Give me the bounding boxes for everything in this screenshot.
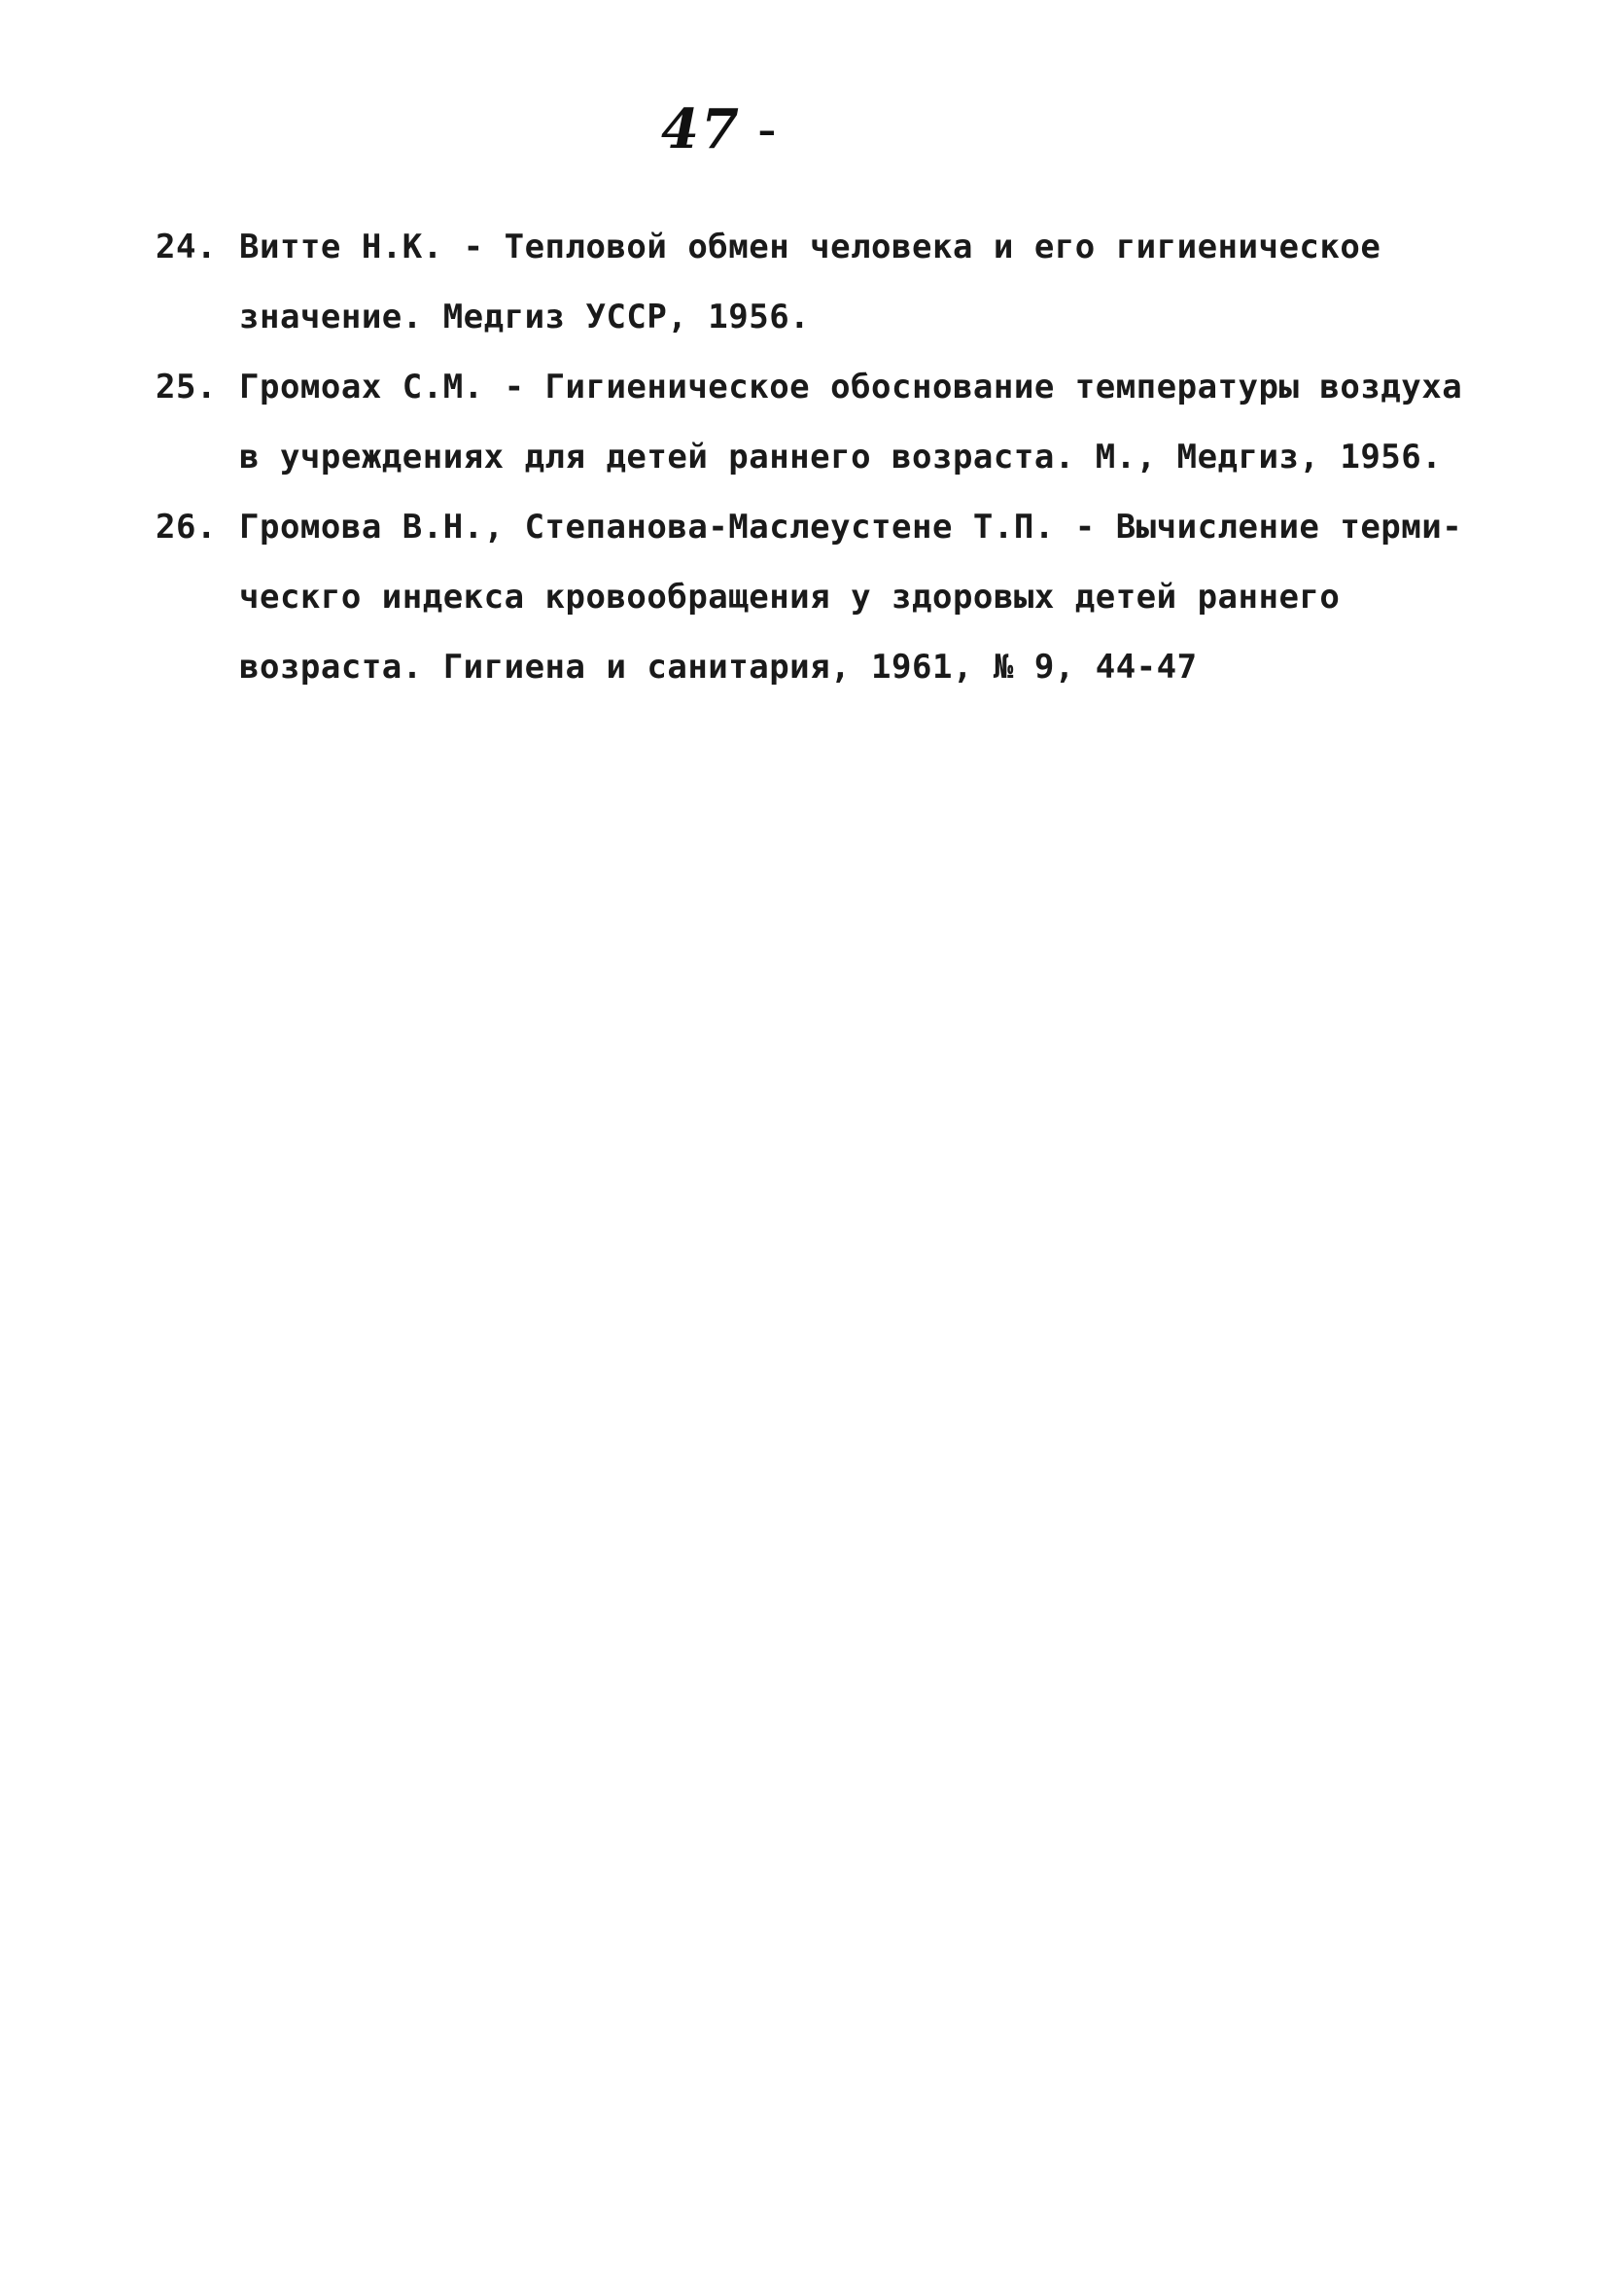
reference-line: в учреждениях для детей раннего возраста. М., Медгиз, 1956. <box>239 438 1443 477</box>
reference-line: значение. Медгиз УССР, 1956. <box>239 298 811 336</box>
reference-number: 24. <box>156 228 217 266</box>
reference-line: Громова В.Н., Степанова-Маслеустене Т.П. - Вычисление терми- <box>239 508 1463 547</box>
reference-item <box>156 352 1478 492</box>
page-number-value: 47 <box>661 97 741 161</box>
page-number <box>661 97 786 161</box>
reference-line: ческго индекса кровообращения у здоровых детей раннего <box>239 578 1341 617</box>
reference-item <box>156 492 1478 702</box>
reference-item <box>156 212 1478 352</box>
reference-line: возраста. Гигиена и санитария, 1961, № 9, 44-47 <box>239 648 1198 687</box>
reference-number: 26. <box>156 508 217 547</box>
reference-line: Витте Н.К. - Тепловой обмен человека и его гигиеническое <box>239 228 1381 266</box>
page-number-dash: - <box>750 98 786 161</box>
reference-line: Громоах С.М. - Гигиеническое обоснование температуры воздуха <box>239 368 1463 406</box>
reference-list <box>156 212 1478 702</box>
reference-number: 25. <box>156 368 217 406</box>
